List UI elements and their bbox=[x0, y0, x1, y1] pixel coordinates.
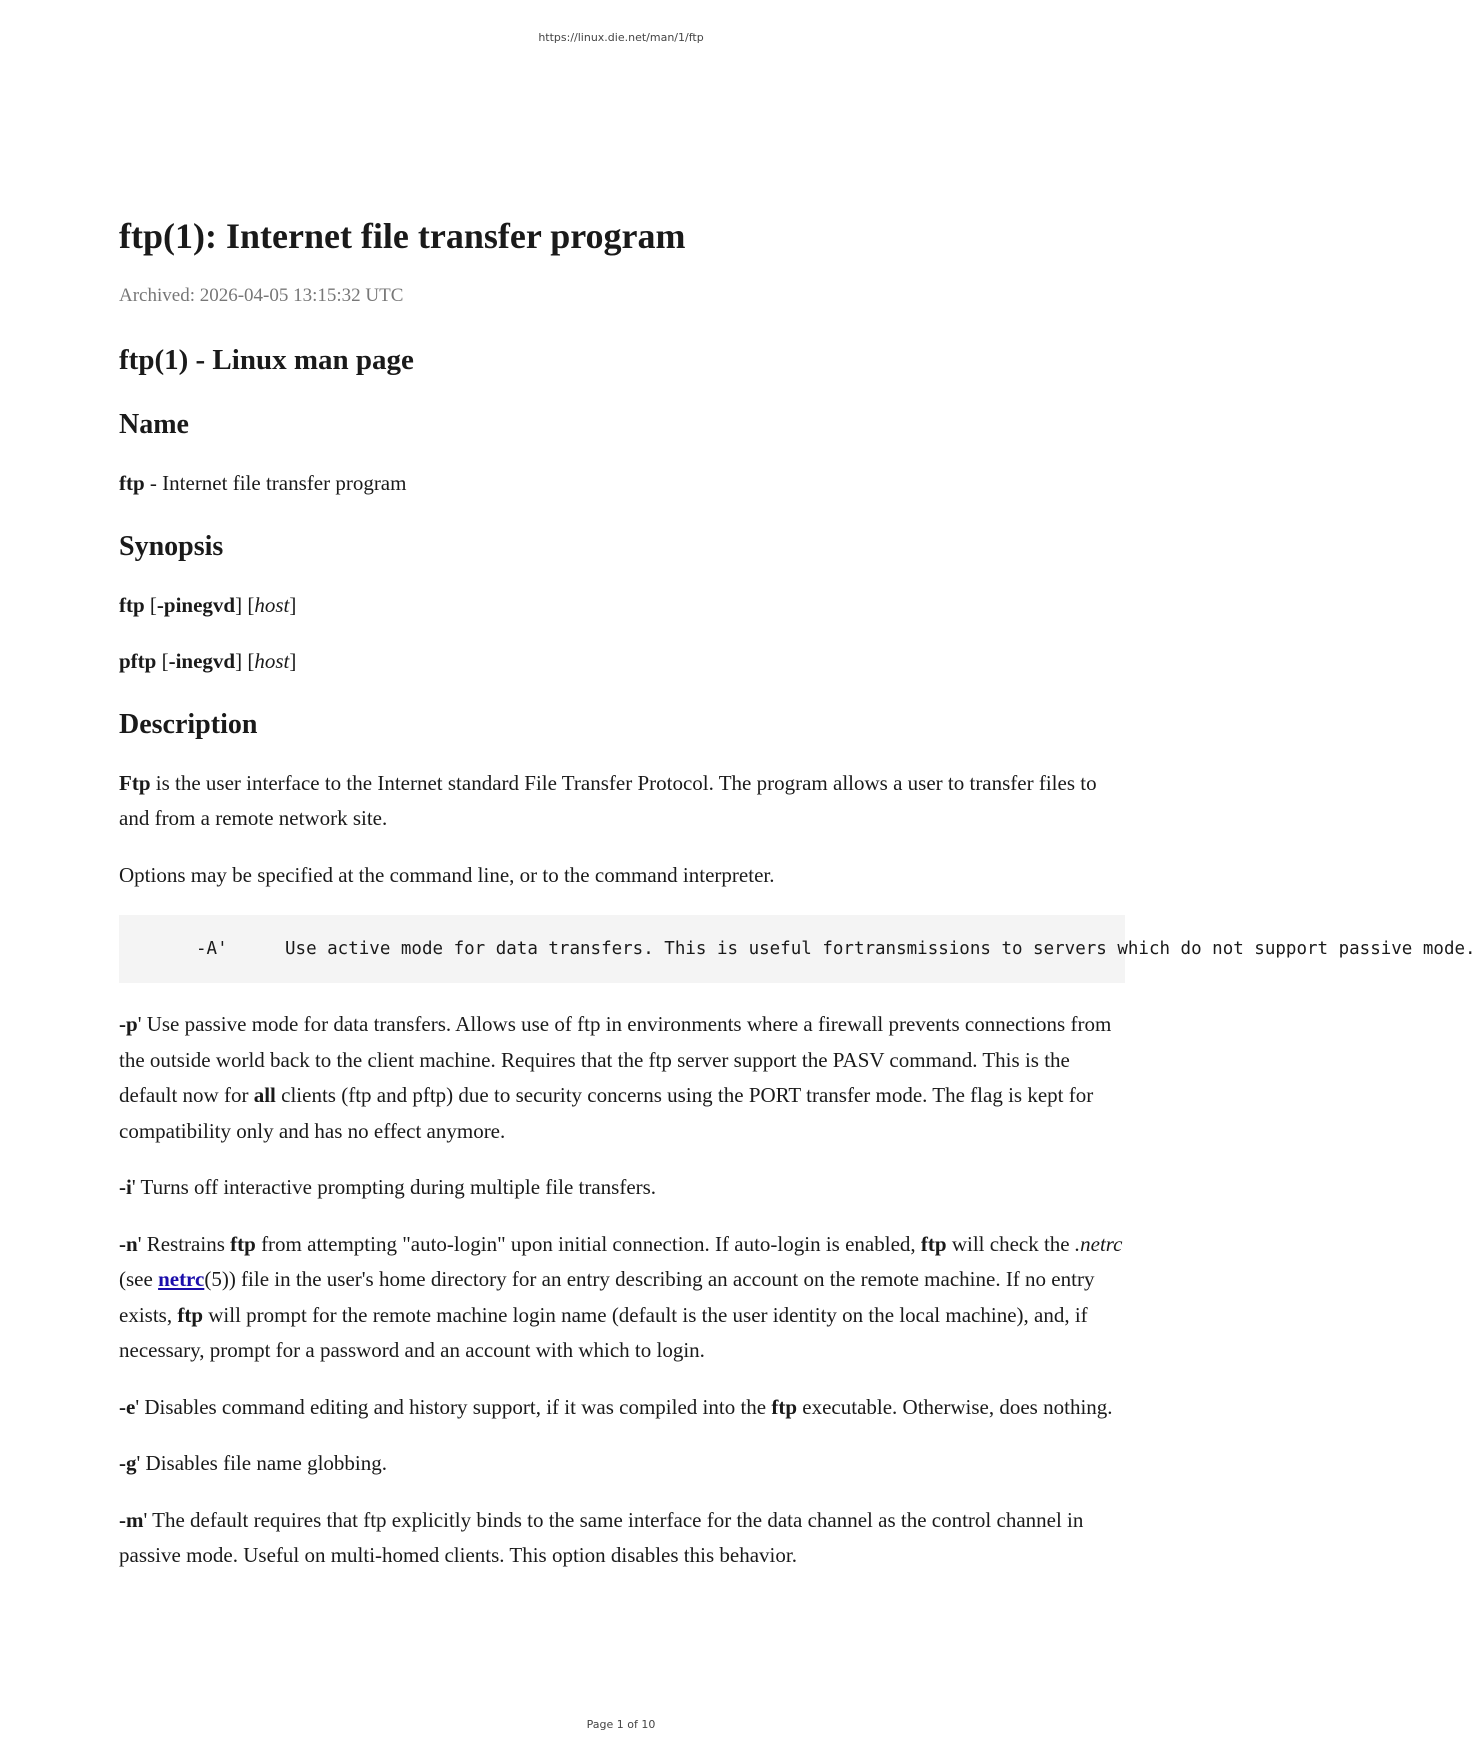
option-e bbox=[119, 1390, 1125, 1426]
page-url-header: https://linux.die.net/man/1/ftp bbox=[538, 31, 704, 44]
man-page-content bbox=[119, 210, 1476, 1574]
page-number-footer: Page 1 of 10 bbox=[586, 1718, 656, 1731]
synopsis-command: ftp bbox=[119, 592, 145, 617]
synopsis-flags: -inegvd bbox=[168, 649, 236, 673]
option-text: (5)) file in the user's home directory for an entry describing an account on the remote machine. If no entry exists, bbox=[119, 1267, 1095, 1327]
section-heading-synopsis: Synopsis bbox=[119, 530, 224, 562]
archived-timestamp: Archived: 2026-04-05 13:15:32 UTC bbox=[119, 285, 404, 306]
option-text: from attempting "auto-login" upon initial connection. If auto-login is enabled, bbox=[255, 1231, 921, 1256]
option-flag: -n bbox=[119, 1231, 138, 1256]
synopsis-bracket: [ bbox=[144, 592, 157, 617]
option-emphasis: ftp bbox=[771, 1394, 798, 1419]
option-text: (see bbox=[119, 1267, 159, 1291]
synopsis-arg: host bbox=[254, 649, 290, 673]
option-text: ' Disables command editing and history support, if it was compiled into the bbox=[135, 1394, 772, 1419]
option-text: executable. Otherwise, does nothing. bbox=[797, 1394, 1113, 1419]
section-heading-name: Name bbox=[119, 409, 189, 440]
synopsis-line-pftp bbox=[119, 644, 1125, 680]
option-emphasis: ftp bbox=[920, 1231, 947, 1256]
code-flag: -A' bbox=[196, 939, 228, 959]
option-text: ' Turns off interactive prompting during multiple file transfers. bbox=[131, 1175, 657, 1199]
option-text: ' Restrains bbox=[137, 1231, 231, 1256]
name-line bbox=[119, 466, 1125, 502]
netrc-filename: .netrc bbox=[1074, 1231, 1123, 1256]
synopsis-flags: -pinegvd bbox=[156, 592, 236, 617]
option-m bbox=[119, 1503, 1125, 1574]
synopsis-line-ftp bbox=[119, 588, 1125, 624]
option-g bbox=[119, 1446, 1125, 1482]
option-i bbox=[119, 1170, 1125, 1206]
option-flag: -p bbox=[119, 1012, 138, 1036]
description-options-note: Options may be specified at the command line, or to the command interpreter. bbox=[119, 862, 775, 887]
netrc-link[interactable]: netrc bbox=[158, 1267, 205, 1291]
option-text: will check the bbox=[946, 1231, 1075, 1256]
code-text: Use active mode for data transfers. This is useful fortransmissions to servers which do not support passive mode. bbox=[285, 939, 1476, 959]
synopsis-bracket: ] [ bbox=[235, 649, 255, 673]
option-flag: -e bbox=[119, 1394, 136, 1419]
synopsis-bracket: ] bbox=[289, 592, 297, 617]
option-text: ' Use passive mode for data transfers. Allows use of ftp in environments where a firewall prevents connections from the outside world back to the client machine. Requires that the ftp server support the PASV command. This is the default now for bbox=[119, 1012, 1112, 1107]
synopsis-bracket: ] bbox=[289, 649, 297, 673]
synopsis-bracket: ] [ bbox=[235, 592, 255, 617]
option-flag: -i bbox=[119, 1175, 132, 1199]
option-text: ' The default requires that ftp explicitly binds to the same interface for the data channel as the control channel in passive mode. Useful on multi-homed clients. This option disables this behavior. bbox=[119, 1507, 1084, 1567]
code-block-option-A[interactable] bbox=[119, 915, 1476, 983]
option-n bbox=[119, 1227, 1125, 1369]
synopsis-bracket: [ bbox=[156, 649, 169, 673]
description-intro-text: is the user interface to the Internet standard File Transfer Protocol. The program allows a user to transfer files to and from a remote network site. bbox=[119, 770, 1097, 830]
name-command: ftp bbox=[119, 471, 145, 495]
synopsis-command: pftp bbox=[119, 649, 157, 673]
option-emphasis: all bbox=[253, 1083, 276, 1107]
description-intro-command: Ftp bbox=[119, 770, 151, 795]
description-intro bbox=[119, 766, 1125, 837]
section-heading-description: Description bbox=[119, 708, 258, 740]
option-text: clients (ftp and pftp) due to security concerns using the PORT transfer mode. The flag is kept for compatibility only and has no effect anymore. bbox=[119, 1083, 1094, 1143]
name-description: - Internet file transfer program bbox=[144, 471, 407, 495]
man-page-subtitle: ftp(1) - Linux man page bbox=[119, 344, 414, 376]
option-text: will prompt for the remote machine login name (default is the user identity on the local machine), and, if necessary, prompt for a password and an account with which to login. bbox=[119, 1302, 1088, 1362]
option-flag: -g bbox=[119, 1451, 137, 1475]
option-emphasis: ftp bbox=[177, 1302, 204, 1327]
page-title: ftp(1): Internet file transfer program bbox=[119, 216, 686, 256]
synopsis-arg: host bbox=[254, 592, 290, 617]
option-flag: -m bbox=[119, 1507, 144, 1532]
option-p bbox=[119, 1007, 1125, 1149]
option-text: ' Disables file name globbing. bbox=[136, 1451, 387, 1475]
option-emphasis: ftp bbox=[230, 1231, 256, 1256]
